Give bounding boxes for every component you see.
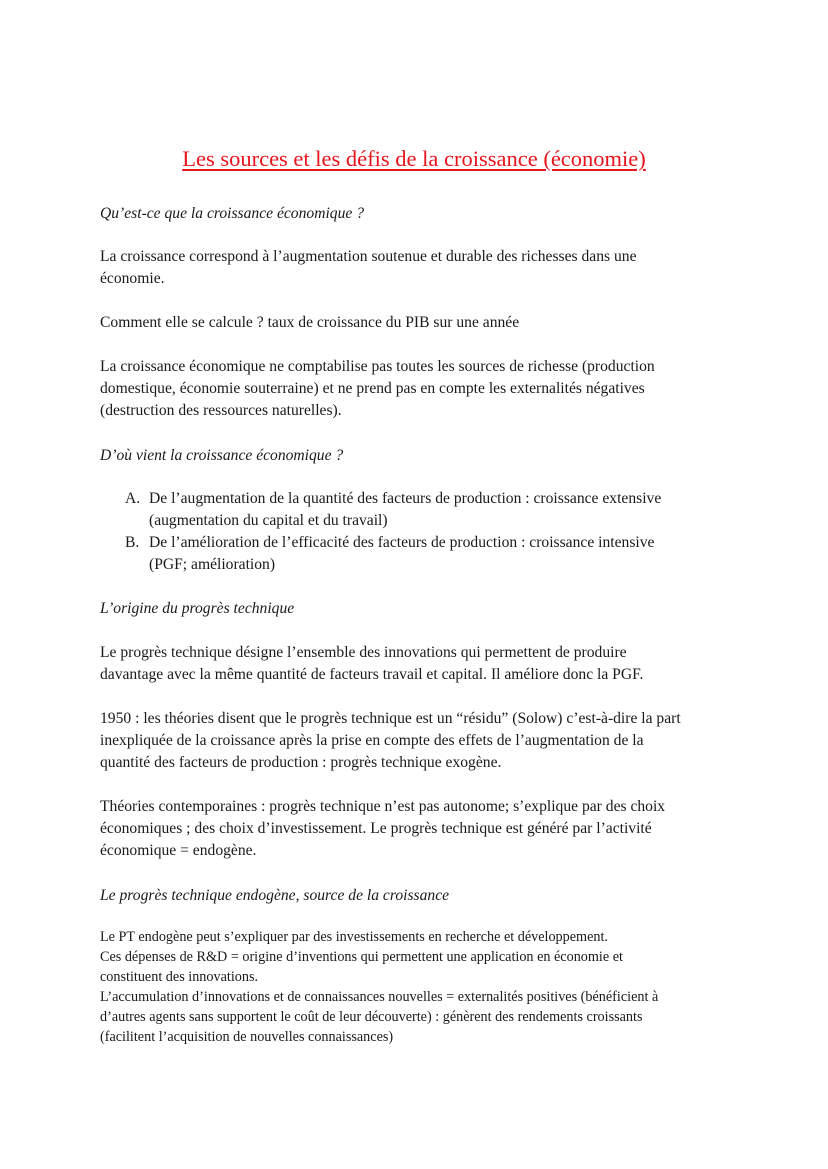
paragraph-definition: [100, 246, 740, 290]
text-line: quantité des facteurs de production : progrès technique exogène.: [100, 754, 502, 771]
section-heading-technical-progress-origin: L’origine du progrès technique: [100, 600, 295, 617]
text-line: davantage avec la même quantité de facteurs travail et capital. Il améliore donc la PGF.: [100, 666, 644, 683]
text-line: 1950 : les théories disent que le progrès technique est un “résidu” (Solow) c’est-à-dire la part: [100, 710, 681, 727]
text-line: L’accumulation d’innovations et de connaissances nouvelles = externalités positives (bénéficient à: [100, 989, 659, 1005]
text-line: Le PT endogène peut s’expliquer par des investissements en recherche et développement.: [100, 929, 608, 945]
text-line: Ces dépenses de R&D = origine d’inventions qui permettent une application en économie et: [100, 949, 623, 965]
text-line: (destruction des ressources naturelles).: [100, 402, 342, 419]
list-item: [125, 488, 745, 532]
document-title: Les sources et les défis de la croissance (économie): [182, 146, 646, 171]
text-line: (facilitent l’acquisition de nouvelles connaissances): [100, 1029, 394, 1045]
text-line: économique = endogène.: [100, 842, 257, 859]
text-line: d’autres agents sans supportent le coût de leur découverte) : génèrent des rendements croissants: [100, 1009, 643, 1025]
text-line: constituent des innovations.: [100, 969, 259, 985]
paragraph-contemporary-theories: [100, 796, 740, 862]
growth-sources-list: [125, 488, 745, 576]
paragraph-endogenous-progress: [100, 927, 740, 1047]
paragraph-limits: [100, 356, 740, 422]
paragraph-calculation: Comment elle se calcule ? taux de croissance du PIB sur une année: [100, 314, 520, 331]
text-line: (augmentation du capital et du travail): [149, 512, 388, 529]
text-line: économiques ; des choix d’investissement. Le progrès technique est généré par l’activité: [100, 820, 652, 837]
section-heading-what-is-growth: Qu’est-ce que la croissance économique ?: [100, 205, 364, 222]
text-line: De l’augmentation de la quantité des facteurs de production : croissance extensive: [149, 490, 662, 507]
text-line: Le progrès technique désigne l’ensemble des innovations qui permettent de produire: [100, 644, 627, 661]
text-line: (PGF; amélioration): [149, 556, 276, 573]
text-line: La croissance correspond à l’augmentation soutenue et durable des richesses dans une: [100, 248, 637, 265]
paragraph-technical-progress-definition: [100, 642, 740, 686]
section-heading-endogenous-progress: Le progrès technique endogène, source de la croissance: [100, 887, 450, 904]
text-line: Théories contemporaines : progrès technique n’est pas autonome; s’explique par des choix: [100, 798, 666, 815]
text-line: De l’amélioration de l’efficacité des facteurs de production : croissance intensive: [149, 534, 655, 551]
list-marker: B.: [125, 534, 140, 551]
text-line: inexpliquée de la croissance après la prise en compte des effets de l’augmentation de la: [100, 732, 644, 749]
list-item: [125, 532, 745, 576]
text-line: La croissance économique ne comptabilise pas toutes les sources de richesse (production: [100, 358, 655, 375]
text-line: domestique, économie souterraine) et ne prend pas en compte les externalités négatives: [100, 380, 645, 397]
paragraph-solow-residual: [100, 708, 740, 774]
text-line: économie.: [100, 270, 165, 287]
section-heading-growth-origin: D’où vient la croissance économique ?: [100, 447, 344, 464]
list-marker: A.: [125, 490, 141, 507]
